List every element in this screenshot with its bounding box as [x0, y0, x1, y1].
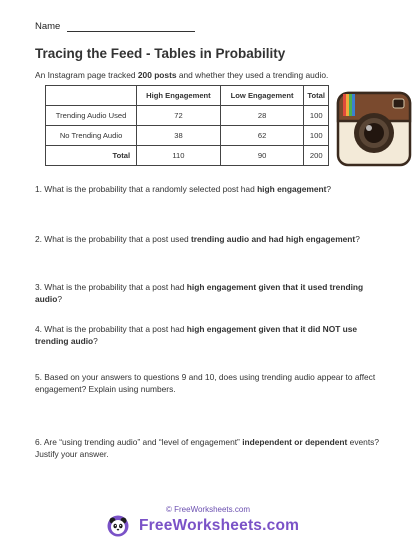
table-header-row: [46, 86, 329, 106]
question-6: 6. Are “using trending audio” and “level of engagement” independent or dependent events? Justify your answer.: [35, 437, 380, 459]
row-label-total: Total: [46, 146, 137, 166]
table-cell: 72: [137, 106, 221, 126]
worksheet-title: Tracing the Feed - Tables in Probability: [35, 46, 286, 61]
name-field: [35, 21, 195, 32]
table-cell: 28: [220, 106, 304, 126]
question-1: 1. What is the probability that a randomly selected post had high engagement?: [35, 184, 332, 194]
table-row: [46, 126, 329, 146]
probability-table: [45, 85, 329, 166]
row-label: No Trending Audio: [46, 126, 137, 146]
brand-name: FreeWorksheets.com: [139, 517, 300, 534]
table-cell: 110: [137, 146, 221, 166]
table-row: [46, 146, 329, 166]
table-row: [46, 106, 329, 126]
row-label: Trending Audio Used: [46, 106, 137, 126]
question-3: 3. What is the probability that a post had high engagement given that it used trending audio?: [35, 282, 364, 304]
name-label: Name: [35, 21, 61, 32]
instagram-camera-icon: [336, 91, 412, 167]
footer-brand[interactable]: [107, 514, 299, 538]
table-cell: 100: [304, 126, 329, 146]
question-2: 2. What is the probability that a post used trending audio and had high engagement?: [35, 234, 360, 244]
question-4: 4. What is the probability that a post had high engagement given that it did NOT use trending audio?: [35, 324, 358, 346]
table-cell: 100: [304, 106, 329, 126]
panda-logo-icon: [107, 515, 129, 537]
question-5: 5. Based on your answers to questions 9 and 10, does using trending audio appear to affect engagement? Explain using numbers.: [35, 372, 376, 394]
table-cell: 62: [220, 126, 304, 146]
table-header-total: Total: [304, 86, 329, 106]
intro-text: An Instagram page tracked 200 posts and whether they used a trending audio.: [35, 70, 329, 80]
table-header-high: High Engagement: [137, 86, 221, 106]
table-header-low: Low Engagement: [220, 86, 304, 106]
table-cell: 200: [304, 146, 329, 166]
footer-copyright-link[interactable]: © FreeWorksheets.com: [166, 505, 250, 514]
table-header-blank: [46, 86, 137, 106]
table-cell: 38: [137, 126, 221, 146]
name-blank-line[interactable]: [67, 21, 195, 32]
table-cell: 90: [220, 146, 304, 166]
